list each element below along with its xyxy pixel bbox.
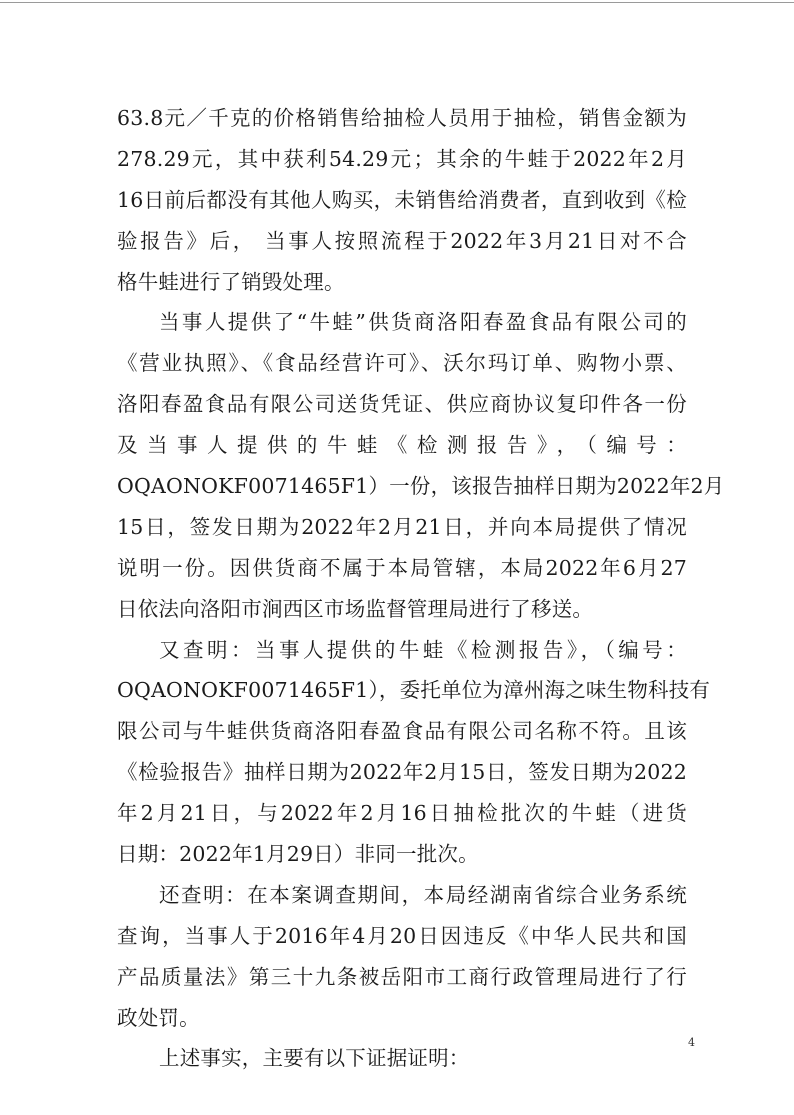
page-number: 4 xyxy=(688,1036,695,1049)
text-line: 63.8元／千克的价格销售给抽检人员用于抽检，销售金额为 xyxy=(117,106,687,130)
top-border-line xyxy=(0,2,794,3)
text-line: 及当事人提供的牛蛙《检测报告》，（编号： xyxy=(117,433,687,458)
text-line: 278.29元，其中获利54.29元；其余的牛蛙于2022年2月 xyxy=(117,146,687,171)
text-line: OQAONOKF0071465F1），委托单位为漳州海之味生物科技有 xyxy=(117,678,711,703)
text-line: 当事人提供了“牛蛙”供货商洛阳春盈食品有限公司的 xyxy=(159,310,687,335)
text-line: 又查明：当事人提供的牛蛙《检测报告》，（编号： xyxy=(159,637,687,662)
text-line: OQAONOKF0071465F1）一份，该报告抽样日期为2022年2月 xyxy=(117,474,725,499)
paragraph-further-finding xyxy=(117,630,711,875)
text-line: 年2月21日，与2022年2月16日抽检批次的牛蛙（进货 xyxy=(117,801,687,826)
text-line: 还查明：在本案调查期间，本局经湖南省综合业务系统 xyxy=(159,882,687,907)
text-line: 说明一份。因供货商不属于本局管辖，本局2022年6月27 xyxy=(117,555,687,580)
text-line: 验报告》后， 当事人按照流程于2022年3月21日对不合 xyxy=(117,228,687,253)
paragraph-prior-record xyxy=(117,875,687,1039)
text-line: 16日前后都没有其他人购买，未销售给消费者，直到收到《检 xyxy=(117,187,687,212)
text-line: 洛阳春盈食品有限公司送货凭证、供应商协议复印件各一份 xyxy=(117,392,687,417)
paragraph-sale-destruction xyxy=(117,98,687,302)
text-line: 日依法向洛阳市涧西区市场监督管理局进行了移送。 xyxy=(117,596,594,621)
text-line: 上述事实，主要有以下证据证明： xyxy=(159,1046,470,1071)
text-line: 格牛蛙进行了销毁处理。 xyxy=(117,269,345,294)
paragraph-evidence-intro xyxy=(117,1038,687,1079)
text-line: 《检验报告》抽样日期为2022年2月15日，签发日期为2022 xyxy=(117,760,687,785)
text-line: 产品质量法》第三十九条被岳阳市工商行政管理局进行了行 xyxy=(117,964,687,989)
text-line: 限公司与牛蛙供货商洛阳春盈食品有限公司名称不符。且该 xyxy=(117,719,687,744)
text-line: 查询，当事人于2016年4月20日因违反《中华人民共和国 xyxy=(117,923,687,948)
document-page-body xyxy=(117,98,725,1079)
text-line: 日期：2022年1月29日）非同一批次。 xyxy=(117,842,479,867)
text-line: 15日，签发日期为2022年2月21日，并向本局提供了情况 xyxy=(117,514,687,539)
text-line: 政处罚。 xyxy=(117,1005,200,1030)
paragraph-supplier-documents xyxy=(117,302,725,629)
text-line: 《营业执照》、《食品经营许可》、沃尔玛订单、购物小票、 xyxy=(117,351,687,376)
